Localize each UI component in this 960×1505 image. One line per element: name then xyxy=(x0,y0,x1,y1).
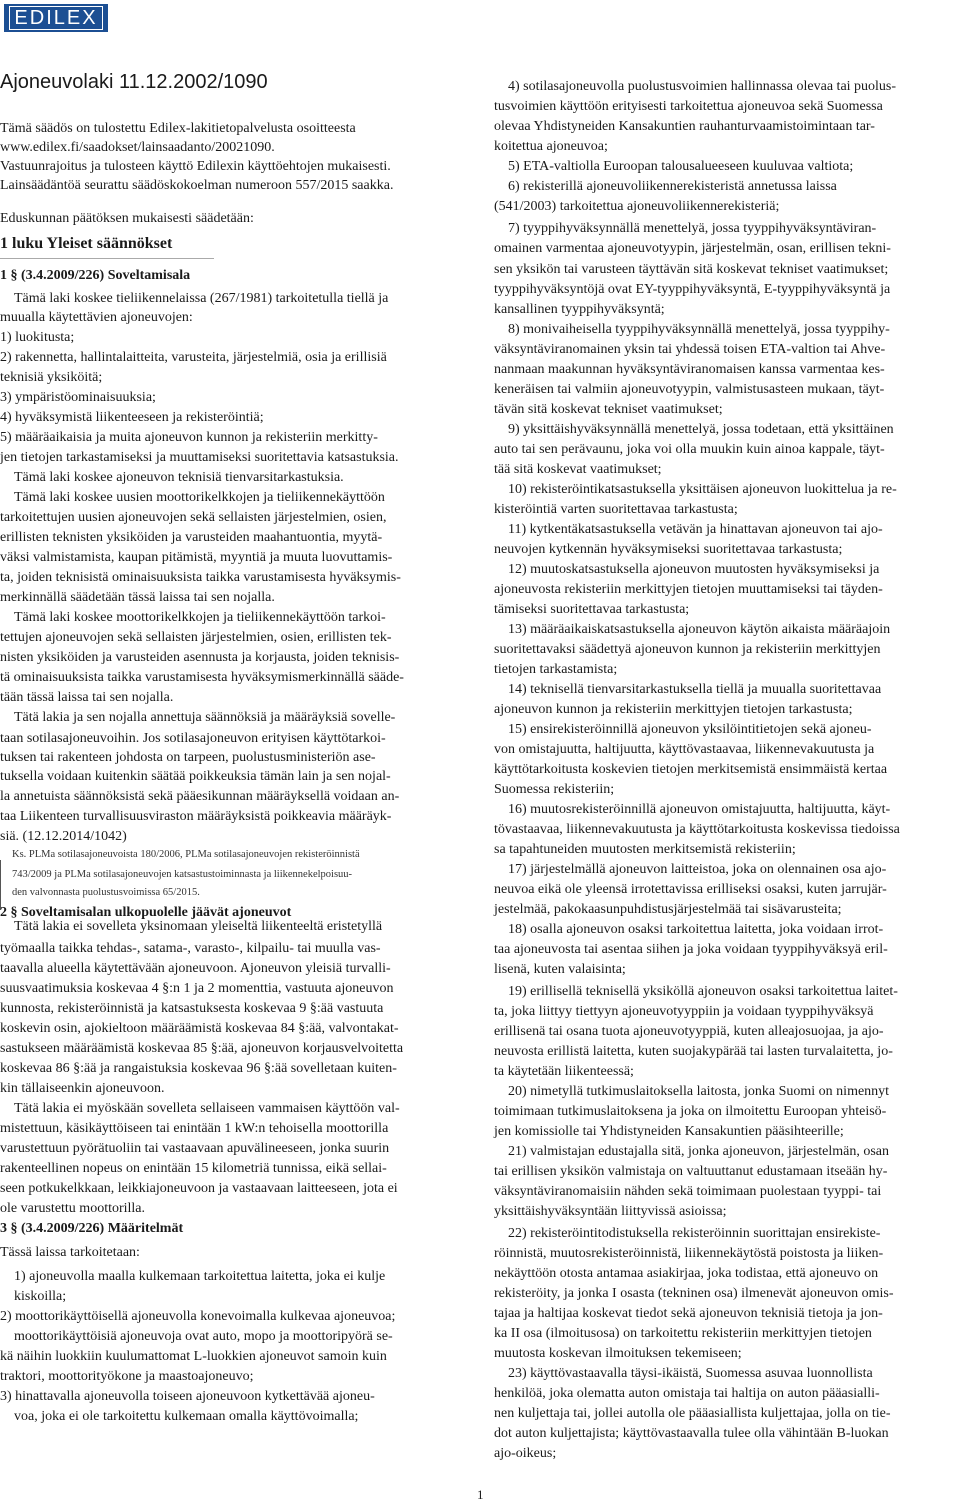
left-line: 2) moottorikäyttöisellä ajoneuvolla konevoimalla kulkevaa ajoneuvoa; xyxy=(0,1309,396,1324)
left-line: 3 § (3.4.2009/226) Määritelmät xyxy=(0,1221,184,1236)
right-line: taa ajoneuvosta tai asentaa siihen ja joka voidaan tyyppihyväksyä eril- xyxy=(494,942,888,957)
left-line: 1 § (3.4.2009/226) Soveltamisala xyxy=(0,268,191,283)
right-line: erillisenä tai osana tuota ajoneuvotyyppiä, kuten alleajosuojaa, ja ajo- xyxy=(494,1024,884,1039)
right-line: muutosta koskevan ilmoituksen tekemiseen; xyxy=(494,1346,742,1361)
right-line: 23) käyttövastaavalla täysi-ikäistä, Suomessa asuvaa luonnollista xyxy=(508,1366,873,1381)
right-line: ta käytetään liikenteessä; xyxy=(494,1064,634,1079)
right-line: 6) rekisterillä ajoneuvoliikennerekisteristä annetussa laissa xyxy=(508,179,837,194)
left-line: voa, joka ei ole tarkoitettu kulkemaan omalla käyttövoimalla; xyxy=(14,1409,359,1424)
right-line: lisenä, kuten valaisinta; xyxy=(494,962,626,977)
left-line: tä ominaisuuksista taikka varustamisesta hyväksymismerkinnällä sääde- xyxy=(0,670,404,685)
left-line: mistettuun, käsikäyttöiseen tai enintään 1 kW:n tehoisella moottorilla xyxy=(0,1121,389,1136)
page-number: 1 xyxy=(477,1487,484,1502)
right-line: jestelmää, pakokaasunpuhdistusjärjestelmää tai sisävarusteita; xyxy=(494,902,842,917)
left-line: väksi valmistamista, kaupan pitämistä, myyntiä ja muuta luovuttamis- xyxy=(0,550,393,565)
right-line: dot auton kuljettajista; käyttövastaavalla tulee olla vähintään B-luokan xyxy=(494,1426,889,1441)
right-line: 9) yksittäishyväksynnällä menettelyä, jossa todetaan, että yksittäinen xyxy=(508,422,894,437)
right-line: 16) muutosrekisteröinnillä ajoneuvon omistajuutta, haltijuutta, käyt- xyxy=(508,802,891,817)
right-line: 13) määräaikaiskatsastuksella ajoneuvon käytön aikaista määräajoin xyxy=(508,622,891,637)
left-line: kunnosta, rekisteröinnistä ja katsastuksesta koskevaa 9 §:ää vastuuta xyxy=(0,1001,384,1016)
left-line: suusvaatimuksia koskevaa 4 §:n 1 ja 2 momenttia, vastuuta ajoneuvon xyxy=(0,981,394,996)
right-line: 8) monivaiheisella tyyppihyväksynnällä menettelyä, jossa tyyppihy- xyxy=(508,322,890,337)
left-line: tuksen tai rakenteen johdosta on tarpeen, puolustusministeriön ase- xyxy=(0,750,376,765)
left-line: Tätä lakia ei myöskään sovelleta sellaiseen vammaisen käyttöön val- xyxy=(14,1101,400,1116)
right-line: väksyntäviranomainen yksin tai yhdessä toisen ETA-valtion tai Ahve- xyxy=(494,342,886,357)
left-line: 5) määräaikaisia ja muita ajoneuvon kunnon ja rekisteriin merkitty- xyxy=(0,430,378,445)
left-line: 3) ympäristöominaisuuksia; xyxy=(0,390,156,405)
right-line: 7) tyyppihyväksynnällä menettelyä, jossa tyyppihyväksyntäviran- xyxy=(508,221,877,236)
left-line: ta, joiden teknisistä ominaisuuksista taikka varustamisesta hyväksymis- xyxy=(0,570,401,585)
right-line: röinnistä, muutosrekisteröinnistä, liikennekäytöstä poistosta ja liiken- xyxy=(494,1246,884,1261)
left-line: moottorikäyttöisiä ajoneuvoja ovat auto, mopo ja moottoripyörä se- xyxy=(14,1329,393,1344)
right-line: ajoneuvosta rekisteriin merkittyjen tietojen muuttamiseksi tai täyden- xyxy=(494,582,883,597)
right-line: auto tai sen perävaunu, joka voi olla muukin kuin ainoa kappale, täyt- xyxy=(494,442,885,457)
left-line: nisten yksiköiden ja varusteiden asennusta ja korjausta, joiden teknisis- xyxy=(0,650,400,665)
right-line: tövastaavaa, liikennevakuutusta ja käyttötarkoitusta koskevissa tiedoissa xyxy=(494,822,900,837)
right-line: yksittäishyväksyntään liittyvissä asioissa; xyxy=(494,1204,727,1219)
left-line: 1 luku Yleiset säännökset xyxy=(0,235,173,252)
right-line: tusvoimien käyttöön erityisesti tarkoitettua ajoneuvoa sekä Suomessa xyxy=(494,99,883,114)
right-line: käyttötarkoitusta koskevien tietojen merkitsemistä ensimmäistä kertaa xyxy=(494,762,888,777)
right-line: suoritettavaksi säädettyä ajoneuvon kunnon ja rekisteriin merkittyjen xyxy=(494,642,881,657)
left-line: työmaalla taikka tehdas-, satama-, varasto-, kilpailu- tai muulla vas- xyxy=(0,941,381,956)
left-line: 4) hyväksymistä liikenteeseen ja rekisteröintiä; xyxy=(0,410,264,425)
left-line: traktori, moottorityökone ja maastoajoneuvo; xyxy=(0,1369,254,1384)
right-line: tietojen tarkastamista; xyxy=(494,662,618,677)
left-line: 1) luokitusta; xyxy=(0,330,75,345)
left-line: tään tässä laissa tai sen nojalla. xyxy=(0,690,174,705)
right-line: 4) sotilasajoneuvolla puolustusvoimien hallinnassa olevaa tai puolus- xyxy=(508,79,897,94)
left-line: ole varustettu moottorilla. xyxy=(0,1201,146,1216)
chapter-rule xyxy=(0,258,214,259)
right-line: olevaa Yhdistyneiden Kansakuntien rauhanturvaamistoimintaan tar- xyxy=(494,119,875,134)
left-line: www.edilex.fi/saadokset/lainsaadanto/20021090. xyxy=(0,140,275,155)
left-line: 3) hinattavalla ajoneuvolla toiseen ajoneuvoon kytkettävää ajoneu- xyxy=(0,1389,375,1404)
left-line: tarkoitettujen uusien ajoneuvojen sekä sellaisten järjestelmien, osien, xyxy=(0,510,387,525)
left-line: jen tietojen tarkastamiseksi ja muuttamiseksi suoritettavia katsastuksia. xyxy=(0,450,399,465)
right-line: toimimaan tutkimuslaitoksena ja joka on ilmoitettu Euroopan yhteisö- xyxy=(494,1104,887,1119)
left-line: kä näihin luokkiin kuulumattomat L-luokkien ajoneuvot samoin kuin xyxy=(0,1349,387,1364)
right-line: 15) ensirekisteröinnillä ajoneuvon yksilöintitietojen sekä ajoneu- xyxy=(508,722,872,737)
left-line: siä. (12.12.2014/1042) xyxy=(0,829,127,844)
left-line: erillisten teknisten yksiköiden ja varusteiden maahantuontia, myytä- xyxy=(0,530,383,545)
left-line: Tämä säädös on tulostettu Edilex-lakitietopalvelusta osoitteesta xyxy=(0,121,356,136)
right-line: ta, joka liittyy tiettyyn ajoneuvotyyppiin ja voidaan tyyppihyväksyä xyxy=(494,1004,874,1019)
left-line: koskevin osin, ajokieltoon määräämistä koskevaa 84 §:ää, valvontakat- xyxy=(0,1021,399,1036)
left-line: Tämä laki koskee tieliikennelaissa (267/1981) tarkoitetulla tiellä ja xyxy=(14,291,389,306)
right-line: 14) teknisellä tienvarsitarkastuksella tiellä ja muualla suoritettavaa xyxy=(508,682,882,697)
left-line: taa Liikenteen turvallisuusviraston määräyksistä poikkeavia määräyk- xyxy=(0,809,392,824)
right-line: (541/2003) tarkoitettua ajoneuvoliikennerekisteriä; xyxy=(494,199,780,214)
left-line: 743/2009 ja PLMa sotilasajoneuvojen katsastustoiminnasta ja liikennekelpoisuu- xyxy=(12,869,353,880)
right-line: rekisteröity, ja jonka I osasta (tekninen osa) ilmenevät ajoneuvon omis- xyxy=(494,1286,894,1301)
left-line: Tässä laissa tarkoitetaan: xyxy=(0,1245,140,1260)
right-line: 11) kytkentäkatsastuksella vetävän ja hinattavan ajoneuvon tai ajo- xyxy=(508,522,883,537)
left-line: Tätä lakia ja sen nojalla annettuja säännöksiä ja määräyksiä sovelle- xyxy=(14,710,396,725)
right-line: 22) rekisteröintitodistuksella rekisteröinnin suorittajan ensirekiste- xyxy=(508,1226,881,1241)
right-line: jen komissiolle tai Yhdistyneiden Kansakuntien pääsihteerille; xyxy=(494,1124,844,1139)
right-line: 17) järjestelmällä ajoneuvon laitteistoa, joka on olennainen osa ajo- xyxy=(508,862,887,877)
right-line: sa tapahtuneiden muutosten merkitsemistä rekisteriin; xyxy=(494,842,796,857)
left-line: Tämä laki koskee uusien moottorikelkkojen ja tieliikennekäyttöön xyxy=(14,490,385,505)
right-line: nen kuljettaja tai, jollei autolla ole pääasiallista kuljettajaa, jolla on tie- xyxy=(494,1406,891,1421)
right-line: tää sitä koskevat vaatimukset; xyxy=(494,462,662,477)
left-line: Tämä laki koskee ajoneuvon teknisiä tienvarsitarkastuksia. xyxy=(14,470,344,485)
right-line: 20) nimetyllä tutkimuslaitoksella laitosta, jonka Suomi on nimennyt xyxy=(508,1084,890,1099)
right-line: tämiseksi suoritettavaa tarkastusta; xyxy=(494,602,690,617)
edilex-logo xyxy=(4,4,108,32)
left-line: varustettuun pyörätuoliin tai vastaavaan apuvälineeseen, jonka suurin xyxy=(0,1141,390,1156)
left-line: taavalla alueella käytettävään ajoneuvoon. Ajoneuvon yleisiä turvalli- xyxy=(0,961,391,976)
left-line: Lainsäädäntöä seurattu säädöskokoelman numeroon 557/2015 saakka. xyxy=(0,178,394,193)
left-line: Tätä lakia ei sovelleta yksinomaan yleiseltä liikenteeltä eristetyllä xyxy=(14,919,383,934)
right-line: ka II osa (ilmoitusosa) on tarkoitettu rekisteriin merkittyjen tietojen xyxy=(494,1326,872,1341)
left-line: rakenteellinen nopeus on enintään 15 kilometriä tunnissa, eikä sellai- xyxy=(0,1161,387,1176)
left-line: 1) ajoneuvolla maalla kulkemaan tarkoitettua laitetta, joka ei kulje xyxy=(14,1269,386,1284)
right-line: Suomessa rekisteriin; xyxy=(494,782,615,797)
right-line: 12) muutoskatsastuksella ajoneuvon muutosten hyväksymiseksi ja xyxy=(508,562,880,577)
right-line: 5) ETA-valtiolla Euroopan talousalueeseen kuuluvaa valtiota; xyxy=(508,159,854,174)
left-line: den valvonnasta puolustusvoimissa 65/2015. xyxy=(12,887,200,898)
right-line: nekäyttöön otosta antamaa asiakirjaa, joka todistaa, että ajoneuvo on xyxy=(494,1266,879,1281)
right-line: kansallinen tyyppihyväksyntä; xyxy=(494,302,665,317)
right-line: tajaa ja haltijaa koskevat tiedot sekä ajoneuvon teknisiä tietoja ja jon- xyxy=(494,1306,883,1321)
left-line: kiskoilla; xyxy=(14,1289,67,1304)
left-line: tettujen ajoneuvojen sekä sellaisten järjestelmien, osien, erillisten tek- xyxy=(0,630,392,645)
right-line: ajo-oikeus; xyxy=(494,1446,557,1461)
right-line: väksyntäviranomaisiin nähden sekä toimimaan puolestaan tyyppi- tai xyxy=(494,1184,882,1199)
logo-text: EDILEX xyxy=(9,6,102,30)
left-line: Eduskunnan päätöksen mukaisesti säädetään: xyxy=(0,211,254,226)
right-line: nanmaan maakunnan hyväksyntäviranomaisen kanssa varmentaa kes- xyxy=(494,362,885,377)
right-line: 21) valmistajan edustajalla sitä, jonka ajoneuvon, järjestelmän, osan xyxy=(508,1144,890,1159)
left-line: 2) rakennetta, hallintalaitteita, varusteita, järjestelmiä, osia ja erillisiä xyxy=(0,350,387,365)
left-line: muualla käytettävien ajoneuvojen: xyxy=(0,310,193,325)
right-line: neuvosta erillistä laitetta, kuten suojakypärää tai lasten turvalaitetta, jo- xyxy=(494,1044,893,1059)
left-line: Ajoneuvolaki 11.12.2002/1090 xyxy=(0,71,268,93)
left-line: tuksella voidaan kuitenkin säätää poikkeuksia tämän lain ja sen nojal- xyxy=(0,769,391,784)
right-line: keneräisen tai valmiin ajoneuvotyypin, valmistusasteen mukaan, täyt- xyxy=(494,382,885,397)
right-line: 19) erillisellä teknisellä yksiköllä ajoneuvon osaksi tarkoitettua laitet- xyxy=(508,984,898,999)
right-line: koitettua ajoneuvoa; xyxy=(494,139,608,154)
left-line: seen potkukelkkaan, leikkiajoneuvoon ja vastaavaan laitteeseen, jota ei xyxy=(0,1181,398,1196)
left-line: taan sotilasajoneuvoihin. Jos sotilasajoneuvon erityisen käyttötarkoi- xyxy=(0,731,386,746)
right-line: neuvoa eikä ole yleensä irrotettavissa erilliseksi osaksi, kuten jarrujär- xyxy=(494,882,887,897)
right-line: 10) rekisteröintikatsastuksella yksittäisen ajoneuvon luokittelua ja re- xyxy=(508,482,897,497)
left-line: Vastuunrajoitus ja tulosteen käyttö Edilexin käyttöehtojen mukaisesti. xyxy=(0,159,391,174)
left-line: la annetuista säännöksistä sekä pääesikunnan määräyksellä voidaan an- xyxy=(0,789,400,804)
left-line: 2 § Soveltamisalan ulkopuolelle jäävät ajoneuvot xyxy=(0,905,292,920)
left-line: merkinnällä säädetään tässä laissa tai sen nojalla. xyxy=(0,590,275,605)
left-line: teknisiä yksiköitä; xyxy=(0,370,103,385)
right-line: tyyppihyväksyntöjä ovat EY-tyyppihyväksyntä, E-tyyppihyväksyntä ja xyxy=(494,282,891,297)
right-line: kisteröintiä varten suoritettavaa tarkastusta; xyxy=(494,502,738,517)
right-line: omainen varmentaa ajoneuvotyypin, järjestelmän, osan, erillisen tekni- xyxy=(494,241,891,256)
left-line: sastukseen määräämistä koskevaa 85 §:ää, ajoneuvon korjausvelvoitetta xyxy=(0,1041,404,1056)
left-line: koskevaa 86 §:ää ja rangaistuksia koskevaa 96 §:ää sovelletaan kuiten- xyxy=(0,1061,397,1076)
right-line: tai erillisen yksikön valmistaja on valtuuttanut edustamaan itseään hy- xyxy=(494,1164,888,1179)
left-line: Tämä laki koskee moottorikelkkojen ja tieliikennekäyttöön tarkoi- xyxy=(14,610,386,625)
right-line: neuvojen kytkennän hyväksymiseksi suoritettavaa tarkastusta; xyxy=(494,542,843,557)
note-margin-bar xyxy=(0,860,1,910)
right-line: 18) osalla ajoneuvon osaksi tarkoitettua laitetta, joka voidaan irrot- xyxy=(508,922,884,937)
right-line: sen yksikön tai varusteen täyttävän sitä koskevat tekniset vaatimukset; xyxy=(494,262,889,277)
right-line: tävän sitä koskevat tekniset vaatimukset; xyxy=(494,402,723,417)
right-line: von omistajuutta, haltijuutta, käyttövastaavaa, liikennevakuutusta ja xyxy=(494,742,875,757)
right-line: ajoneuvon kunnon ja rekisteriin merkittyjen tietojen tarkastusta; xyxy=(494,702,853,717)
left-line: kin tällaiseenkin ajoneuvoon. xyxy=(0,1081,165,1096)
right-line: henkilöä, joka olematta auton omistaja tai haltija on auton pääasialli- xyxy=(494,1386,880,1401)
left-line: Ks. PLMa sotilasajoneuvoista 180/2006, PLMa sotilasajoneuvojen rekisteröinnistä xyxy=(12,849,360,860)
